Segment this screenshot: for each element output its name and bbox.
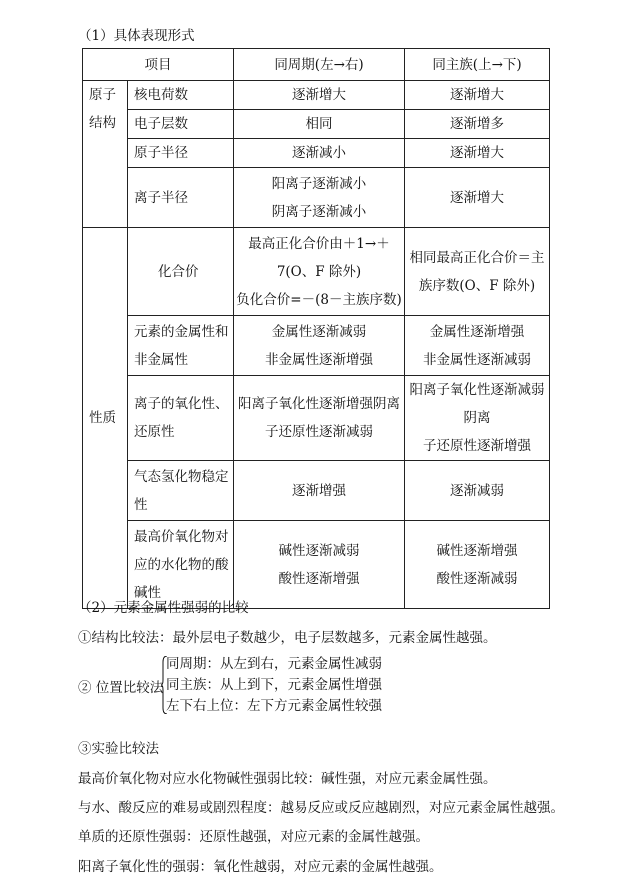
cell-line: 性: [134, 496, 148, 513]
method3-title: ③实验比较法: [78, 741, 159, 757]
cell-line: 应的水化物的酸: [134, 556, 229, 573]
row-period: 相同: [234, 110, 405, 139]
row-item: 核电荷数: [128, 81, 234, 110]
cell-line: 碱性逐渐减弱: [278, 542, 360, 559]
row-group: 逐渐增大: [405, 139, 550, 168]
cell-line: 还原性: [134, 424, 175, 440]
method2-label: ② 位置比较法: [78, 680, 164, 696]
experiment-line: 单质的还原性强弱：还原性越强，对应元素的金属性越强。: [78, 829, 429, 845]
cell-line: 元素的金属性和: [134, 323, 229, 340]
experiment-line: 阳离子氧化性的强弱：氧化性越弱，对应元素的金属性越强。: [78, 859, 443, 875]
cell-line: 阳离子氧化性逐渐增强阴离: [238, 396, 400, 412]
method2-item: 左下右上位：左下方元素金属性较强: [166, 698, 382, 714]
table-row: [83, 316, 550, 376]
category-line: 结构: [89, 115, 116, 131]
cell-line: 非金属性逐渐增强: [265, 351, 373, 368]
cell-line: 7(O、F 除外): [276, 263, 362, 280]
cell-line: 族序数(O、F 除外): [418, 277, 536, 294]
section2-title: （2）元素金属性强弱的比较: [78, 600, 249, 616]
cell-line: 碱性逐渐增强: [436, 542, 518, 559]
cell-line: 最高价氧化物对: [134, 528, 229, 545]
row-group: [405, 376, 550, 461]
header-group: 同主族(上→下): [405, 49, 550, 81]
table-row: [83, 81, 550, 110]
section1-title: （1）具体表现形式: [78, 28, 195, 44]
cell-line: 最高正化合价由＋1→＋: [248, 235, 390, 252]
method2-item: 同周期：从左到右，元素金属性减弱: [166, 656, 382, 672]
cell-line: 阴离子逐渐减小: [271, 203, 367, 220]
row-item: [128, 461, 234, 521]
cell-line: 酸性逐渐减弱: [436, 570, 518, 587]
experiment-line: 最高价氧化物对应水化物碱性强弱比较：碱性强，对应元素金属性强。: [78, 771, 497, 787]
row-item: 电子层数: [128, 110, 234, 139]
row-period: [234, 316, 405, 376]
cell-line: 碱性: [134, 584, 161, 601]
cell-line: 相同最高正化合价＝主: [409, 249, 545, 266]
row-group: [405, 316, 550, 376]
row-group: 逐渐增多: [405, 110, 550, 139]
cell-line: 子还原性逐渐增强: [423, 438, 531, 454]
cell-line: 阳离子氧化性逐渐减弱阴离: [409, 382, 545, 426]
cell-line: 金属性逐渐减弱: [271, 323, 367, 340]
row-period: 逐渐增大: [234, 81, 405, 110]
cell-line: 金属性逐渐增强: [429, 323, 525, 340]
row-item: 化合价: [128, 228, 234, 316]
row-group: [405, 228, 550, 316]
cell-line: 子还原性逐渐减弱: [265, 424, 373, 440]
row-group: 逐渐增大: [405, 168, 550, 228]
row-period: 逐渐增强: [234, 461, 405, 521]
table-header-row: [83, 49, 550, 81]
cell-line: 酸性逐渐增强: [278, 570, 360, 587]
row-item: [128, 376, 234, 461]
experiment-line: 与水、酸反应的难易或剧烈程度：越易反应或反应越剧烈，对应元素金属性越强。: [78, 800, 564, 816]
row-period: [234, 521, 405, 609]
comparison-table: [82, 48, 550, 609]
row-period: [234, 376, 405, 461]
row-item: [128, 316, 234, 376]
row-period: [234, 168, 405, 228]
table-row: [83, 139, 550, 168]
row-item: 离子半径: [128, 168, 234, 228]
header-item: 项目: [83, 49, 234, 81]
table-row: [83, 461, 550, 521]
method2-items: [166, 654, 382, 717]
table-row: [83, 376, 550, 461]
row-group: 逐渐减弱: [405, 461, 550, 521]
row-group: [405, 521, 550, 609]
category-line: 原子: [89, 87, 116, 103]
header-period: 同周期(左→右): [234, 49, 405, 81]
row-group: 逐渐增大: [405, 81, 550, 110]
cell-line: 气态氢化物稳定: [134, 468, 229, 485]
cell-line: 负化合价=－(8－主族序数): [236, 291, 402, 308]
cell-line: 阳离子逐渐减小: [271, 175, 367, 192]
category-properties: 性质: [83, 228, 128, 609]
cell-line: 非金属性逐渐减弱: [423, 351, 531, 368]
row-period: 逐渐减小: [234, 139, 405, 168]
cell-line: 非金属性: [134, 351, 188, 368]
cell-line: 离子的氧化性、: [134, 396, 229, 412]
method2-item: 同主族：从上到下，元素金属性增强: [166, 677, 382, 693]
table-row: [83, 168, 550, 228]
row-period: [234, 228, 405, 316]
table-row: [83, 110, 550, 139]
category-atomic-structure: [83, 81, 128, 228]
row-item: 原子半径: [128, 139, 234, 168]
table-row: [83, 228, 550, 316]
method1-text: ①结构比较法：最外层电子数越少，电子层数越多，元素金属性越强。: [78, 630, 497, 646]
